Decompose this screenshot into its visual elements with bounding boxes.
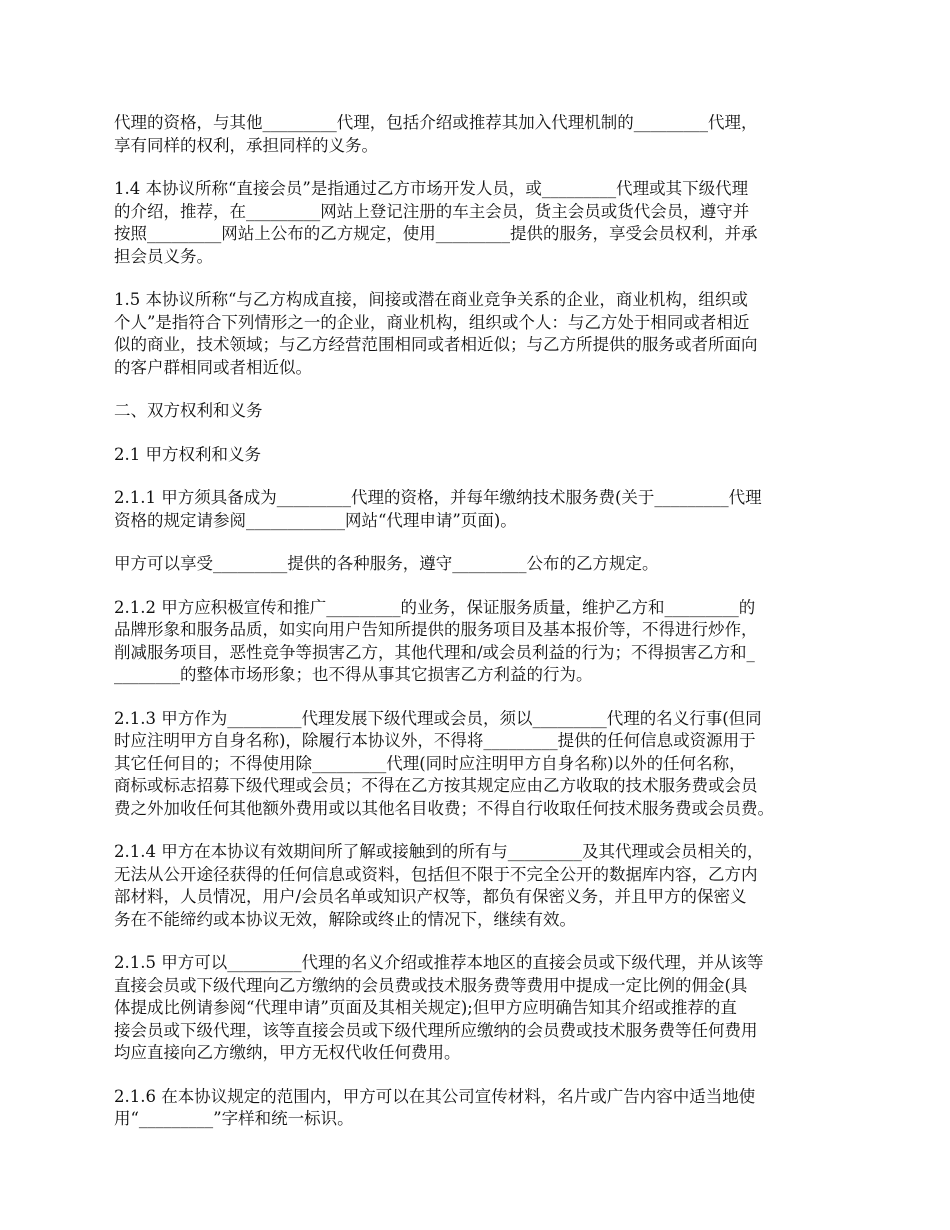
text-line: 按照_________网站上公布的乙方规定，使用_________提供的服务，享受会员权利，并承 bbox=[114, 224, 758, 243]
paragraph bbox=[114, 553, 854, 576]
document-body bbox=[114, 112, 854, 1152]
paragraph bbox=[114, 841, 854, 931]
paragraph bbox=[114, 1086, 854, 1131]
text-line: 似的商业，技术领域；与乙方经营范围相同或者相近似；与乙方所提供的服务或者所面向 bbox=[114, 335, 758, 354]
text-line: 2.1.6 在本协议规定的范围内，甲方可以在其公司宣传材料，名片或广告内容中适当地使 bbox=[114, 1086, 756, 1106]
text-line: 的介绍，推荐，在_________网站上登记注册的车主会员，货主会员或货代会员，遵守并 bbox=[114, 201, 750, 221]
text-line: 享有同样的权利，承担同样的义务。 bbox=[114, 135, 378, 155]
text-line: 担会员义务。 bbox=[114, 246, 213, 266]
text-line: 1.4 本协议所称“直接会员”是指通过乙方市场开发人员，或_________代理或其下级代理 bbox=[114, 179, 749, 198]
text-line: 2.1.5 甲方可以_________代理的名义介绍或推荐本地区的直接会员或下级代理，并从该等 bbox=[114, 953, 764, 972]
text-line: 的客户群相同或者相近似。 bbox=[114, 357, 312, 377]
text-line: 商标或标志招募下级代理或会员；不得在乙方按其规定应由乙方收取的技术服务费或会员 bbox=[114, 776, 758, 795]
paragraph bbox=[114, 487, 854, 532]
text-line: 用“_________”字样和统一标识。 bbox=[114, 1109, 354, 1128]
text-line: 2.1.3 甲方作为_________代理发展下级代理或会员，须以_________代理的名义行事(但同 bbox=[114, 708, 762, 728]
text-line: 2.1.1 甲方须具备成为_________代理的资格，并每年缴纳技术服务费(关于_________代理 bbox=[114, 488, 762, 507]
paragraph bbox=[114, 112, 854, 157]
text-line: 费之外加收任何其他额外费用或以其他名目收费；不得自行收取任何技术服务费或会员费。 bbox=[114, 798, 774, 818]
text-line: 品牌形象和服务品质，如实向用户告知所提供的服务项目及基本报价等，不得进行炒作， bbox=[114, 620, 758, 639]
text-line: 个人”是指符合下列情形之一的企业，商业机构，组织或个人：与乙方处于相同或者相近 bbox=[114, 312, 750, 332]
paragraph bbox=[114, 444, 854, 467]
text-line: 均应直接向乙方缴纳，甲方无权代收任何费用。 bbox=[114, 1043, 461, 1062]
text-line: 2.1 甲方权利和义务 bbox=[114, 444, 261, 464]
paragraph bbox=[114, 597, 854, 687]
paragraph bbox=[114, 178, 854, 268]
text-line: 部材料，人员情况，用户/会员名单或知识产权等，都负有保密义务，并且甲方的保密义 bbox=[114, 887, 747, 906]
text-line: 务在不能缔约或本协议无效，解除或终止的情况下，继续有效。 bbox=[114, 909, 576, 929]
text-line: 二、双方权利和义务 bbox=[114, 401, 263, 420]
text-line: 直接会员或下级代理向乙方缴纳的会员费或技术服务费等费用中提成一定比例的佣金(具 bbox=[114, 975, 748, 995]
text-line: 2.1.4 甲方在本协议有效期间所了解或接触到的所有与_________及其代理或会员相关的， bbox=[114, 842, 764, 861]
paragraph bbox=[114, 289, 854, 379]
text-line: 其它任何目的；不得使用除_________代理(同时应注明甲方自身名称)以外的任何名称， bbox=[114, 753, 746, 773]
text-line: 时应注明甲方自身名称)，除履行本协议外，不得将_________提供的任何信息或资源用于 bbox=[114, 731, 756, 750]
text-line: ________的整体市场形象；也不得从事其它损害乙方利益的行为。 bbox=[114, 665, 593, 684]
paragraph bbox=[114, 400, 854, 423]
text-line: 无法从公开途径获得的任何信息或资料，包括但不限于不完全公开的数据库内容，乙方内 bbox=[114, 864, 758, 884]
text-line: 资格的规定请参阅____________网站“代理申请”页面)。 bbox=[114, 510, 517, 530]
text-line: 代理的资格，与其他_________代理，包括介绍或推荐其加入代理机制的_________代理， bbox=[114, 113, 758, 132]
text-line: 2.1.2 甲方应积极宣传和推广_________的业务，保证服务质量，维护乙方和_________的 bbox=[114, 597, 756, 617]
paragraph bbox=[114, 708, 854, 821]
text-line: 削减服务项目，恶性竞争等损害乙方，其他代理和/或会员利益的行为；不得损害乙方和_ bbox=[114, 642, 755, 662]
paragraph bbox=[114, 952, 854, 1065]
text-line: 接会员或下级代理，该等直接会员或下级代理所应缴纳的会员费或技术服务费等任何费用 bbox=[114, 1020, 758, 1040]
text-line: 体提成比例请参阅“代理申请”页面及其相关规定);但甲方应明确告知其介绍或推荐的直 bbox=[114, 998, 737, 1017]
text-line: 1.5 本协议所称“与乙方构成直接，间接或潜在商业竞争关系的企业，商业机构，组织或 bbox=[114, 290, 748, 309]
text-line: 甲方可以享受_________提供的各种服务，遵守_________公布的乙方规定。 bbox=[114, 554, 659, 573]
